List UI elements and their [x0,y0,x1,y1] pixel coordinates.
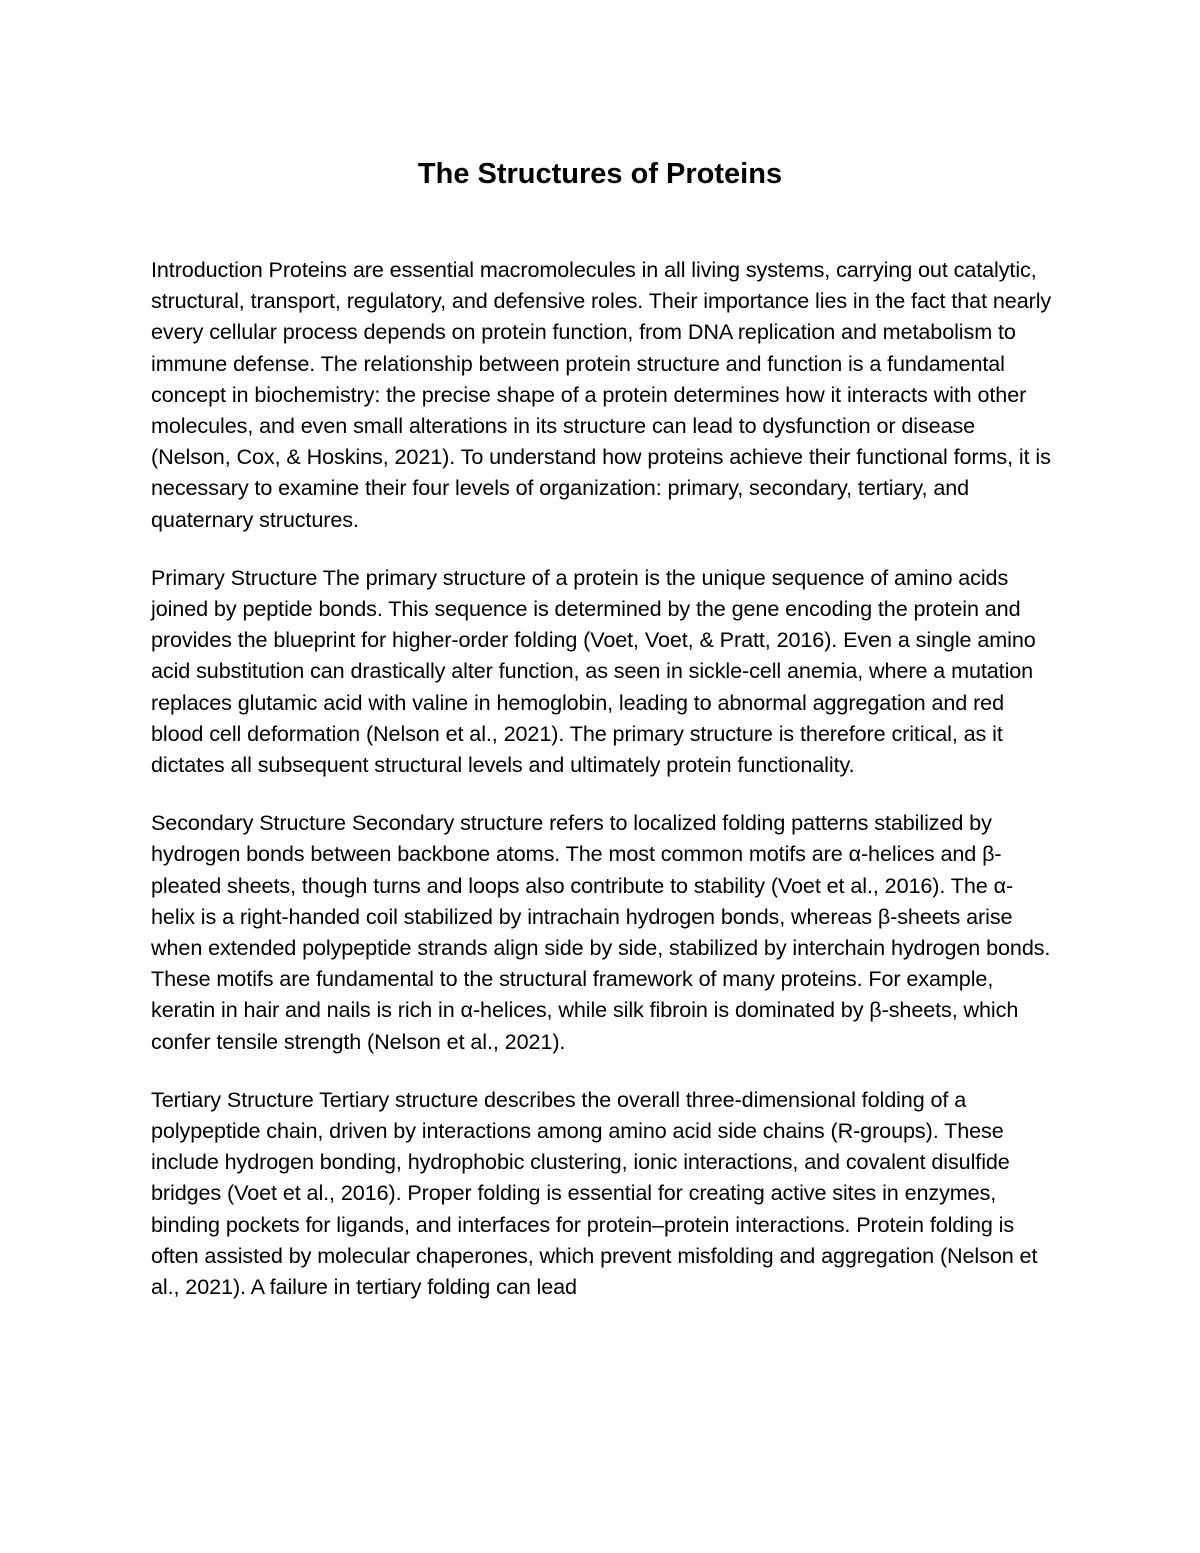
page-title: The Structures of Proteins [417,158,783,190]
paragraph-secondary-structure [151,807,1056,1057]
paragraph-text: Tertiary Structure Tertiary structure describes the overall three-dimensional folding of a polypeptide chain, driven by interactions among amino acid side chains (R-groups). These include hydrogen bonding, hydrophobic clustering, ionic interactions, and covalent disulfide bridges (Voet et al., 2016). Proper folding is essential for creating active sites in enzymes, binding pockets for ligands, and interfaces for protein–protein interactions. Protein folding is often assisted by molecular chaperones, which prevent misfolding and aggregation (Nelson et al., 2021). A failure in tertiary folding can lead [151,1086,1038,1300]
paragraph-tertiary-structure [151,1084,1056,1302]
paragraph-text: Introduction Proteins are essential macromolecules in all living systems, carrying out catalytic, structural, transport, regulatory, and defensive roles. Their importance lies in the fact that nearly every cellular process depends on protein function, from DNA replication and metabolism to immune defense. The relationship between protein structure and function is a fundamental concept in biochemistry: the precise shape of a protein determines how it interacts with other molecules, and even small alterations in its structure can lead to dysfunction or disease (Nelson, Cox, & Hoskins, 2021). To understand how proteins achieve their functional forms, it is necessary to examine their four levels of organization: primary, secondary, tertiary, and quaternary structures. [151,257,1052,532]
paragraph-introduction [151,254,1056,535]
paragraph-text: Secondary Structure Secondary structure refers to localized folding patterns stabilized by hydrogen bonds between backbone atoms. The most common motifs are α-helices and β-pleated sheets, though turns and loops also contribute to stability (Voet et al., 2016). The α-helix is a right-handed coil stabilized by intrachain hydrogen bonds, whereas β-sheets arise when extended polypeptide strands align side by side, stabilized by interchain hydrogen bonds. These motifs are fundamental to the structural framework of many proteins. For example, keratin in hair and nails is rich in α-helices, while silk fibroin is dominated by β-sheets, which confer tensile strength (Nelson et al., 2021). [151,810,1051,1054]
document-body [151,254,1056,1329]
paragraph-text: Primary Structure The primary structure of a protein is the unique sequence of amino acids joined by peptide bonds. This sequence is determined by the gene encoding the protein and provides the blueprint for higher-order folding (Voet, Voet, & Pratt, 2016). Even a single amino acid substitution can drastically alter function, as seen in sickle-cell anemia, where a mutation replaces glutamic acid with valine in hemoglobin, leading to abnormal aggregation and red blood cell deformation (Nelson et al., 2021). The primary structure is therefore critical, as it dictates all subsequent structural levels and ultimately protein functionality. [151,564,1036,778]
paragraph-primary-structure [151,562,1056,780]
